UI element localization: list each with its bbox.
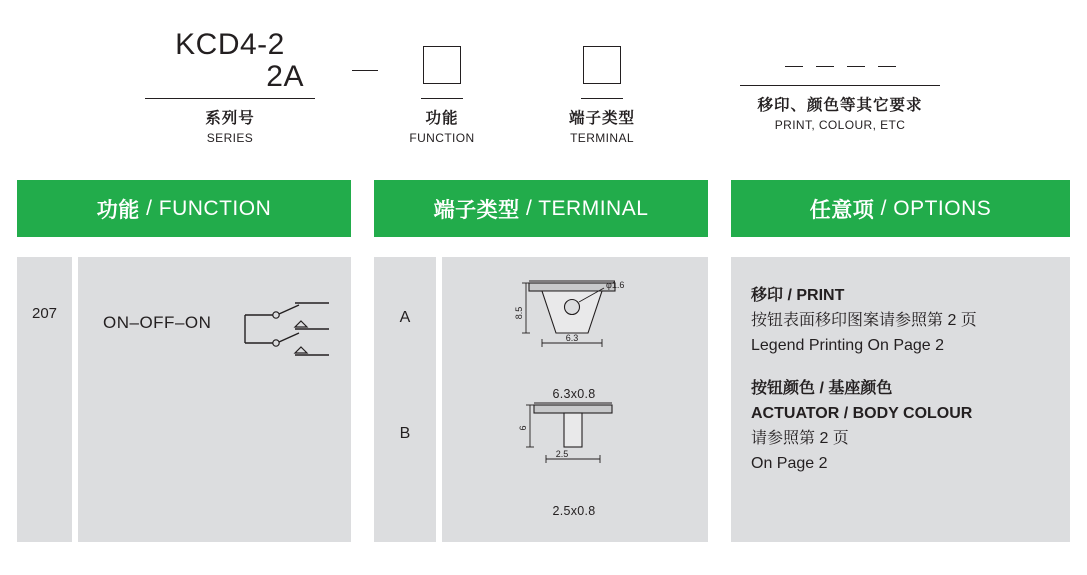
options-print-line1: 按钮表面移印图案请参照第 2 页 bbox=[751, 312, 977, 329]
options-dash-1 bbox=[785, 66, 803, 67]
options-spacer bbox=[751, 358, 1061, 376]
function-column-divider bbox=[72, 257, 78, 542]
header-options-en: / OPTIONS bbox=[880, 196, 992, 220]
header-function bbox=[17, 180, 351, 237]
builder-segment-series bbox=[130, 30, 330, 145]
options-dash-2 bbox=[816, 66, 834, 67]
series-label-en: SERIES bbox=[206, 131, 254, 145]
options-colour-title-cn: 按钮颜色 / 基座颜色 bbox=[751, 380, 893, 397]
series-code-line2: 2A bbox=[266, 60, 304, 93]
function-label-en: FUNCTION bbox=[409, 131, 475, 145]
terminal-code-box[interactable] bbox=[583, 46, 621, 84]
series-code bbox=[130, 30, 330, 92]
terminal-row-b-caption: 2.5x0.8 bbox=[552, 504, 596, 518]
options-label-en: PRINT, COLOUR, ETC bbox=[774, 118, 906, 132]
function-underline bbox=[421, 98, 463, 99]
part-number-builder bbox=[0, 18, 1087, 158]
header-terminal-en: / TERMINAL bbox=[525, 196, 649, 220]
header-function-en: / FUNCTION bbox=[146, 196, 272, 220]
header-function-cn: 功能 bbox=[96, 198, 140, 222]
header-terminal bbox=[374, 180, 708, 237]
function-code-box[interactable] bbox=[423, 46, 461, 84]
builder-segment-terminal bbox=[545, 46, 659, 145]
function-row-code: 207 bbox=[31, 305, 58, 322]
options-dash-group bbox=[715, 66, 965, 67]
function-row-label: ON–OFF–ON bbox=[103, 313, 212, 332]
terminal-underline bbox=[581, 98, 623, 99]
options-print-line2: Legend Printing On Page 2 bbox=[751, 337, 945, 354]
terminal-row-a-drawing bbox=[440, 275, 708, 401]
svg-text:2.5: 2.5 bbox=[555, 449, 569, 459]
builder-segment-function bbox=[385, 46, 499, 145]
header-options bbox=[731, 180, 1070, 237]
builder-separator-dash bbox=[345, 70, 385, 71]
options-dash-3 bbox=[847, 66, 865, 67]
options-label-cn: 移印、颜色等其它要求 bbox=[757, 97, 923, 114]
terminal-label-cn: 端子类型 bbox=[568, 110, 635, 127]
options-print-title: 移印 / PRINT bbox=[751, 287, 845, 304]
svg-text:8.5: 8.5 bbox=[514, 306, 524, 320]
series-label-cn: 系列号 bbox=[205, 110, 255, 127]
function-label-cn: 功能 bbox=[425, 110, 459, 127]
dash-icon bbox=[352, 70, 378, 71]
options-colour-line2: On Page 2 bbox=[751, 455, 828, 472]
builder-segment-options bbox=[715, 46, 965, 132]
options-underline bbox=[740, 85, 940, 86]
svg-text:φ1.6: φ1.6 bbox=[606, 280, 625, 290]
terminal-row-a-code: A bbox=[399, 309, 411, 326]
terminal-label-en: TERMINAL bbox=[570, 131, 634, 145]
panel-options bbox=[731, 257, 1070, 542]
series-underline bbox=[145, 98, 315, 99]
options-text-block bbox=[751, 283, 1061, 476]
panel-function bbox=[17, 257, 351, 542]
terminal-row-b-drawing bbox=[440, 397, 708, 518]
series-code-line1: KCD4-2 bbox=[175, 28, 285, 61]
header-terminal-cn: 端子类型 bbox=[433, 198, 520, 222]
table-row bbox=[89, 305, 349, 355]
terminal-row-b-code: B bbox=[399, 425, 411, 442]
terminal-a-icon bbox=[484, 275, 664, 380]
options-colour-line1: 请参照第 2 页 bbox=[751, 430, 849, 447]
svg-text:6: 6 bbox=[518, 425, 528, 431]
header-options-cn: 任意项 bbox=[809, 198, 875, 222]
options-colour-title-en: ACTUATOR / BODY COLOUR bbox=[751, 405, 973, 422]
terminal-b-icon bbox=[484, 397, 664, 497]
terminal-row-a-caption: 6.3x0.8 bbox=[552, 387, 596, 401]
svg-text:6.3: 6.3 bbox=[565, 333, 579, 343]
options-dash-4 bbox=[878, 66, 896, 67]
circuit-schematic-icon bbox=[243, 295, 333, 372]
panel-terminal bbox=[374, 257, 708, 542]
